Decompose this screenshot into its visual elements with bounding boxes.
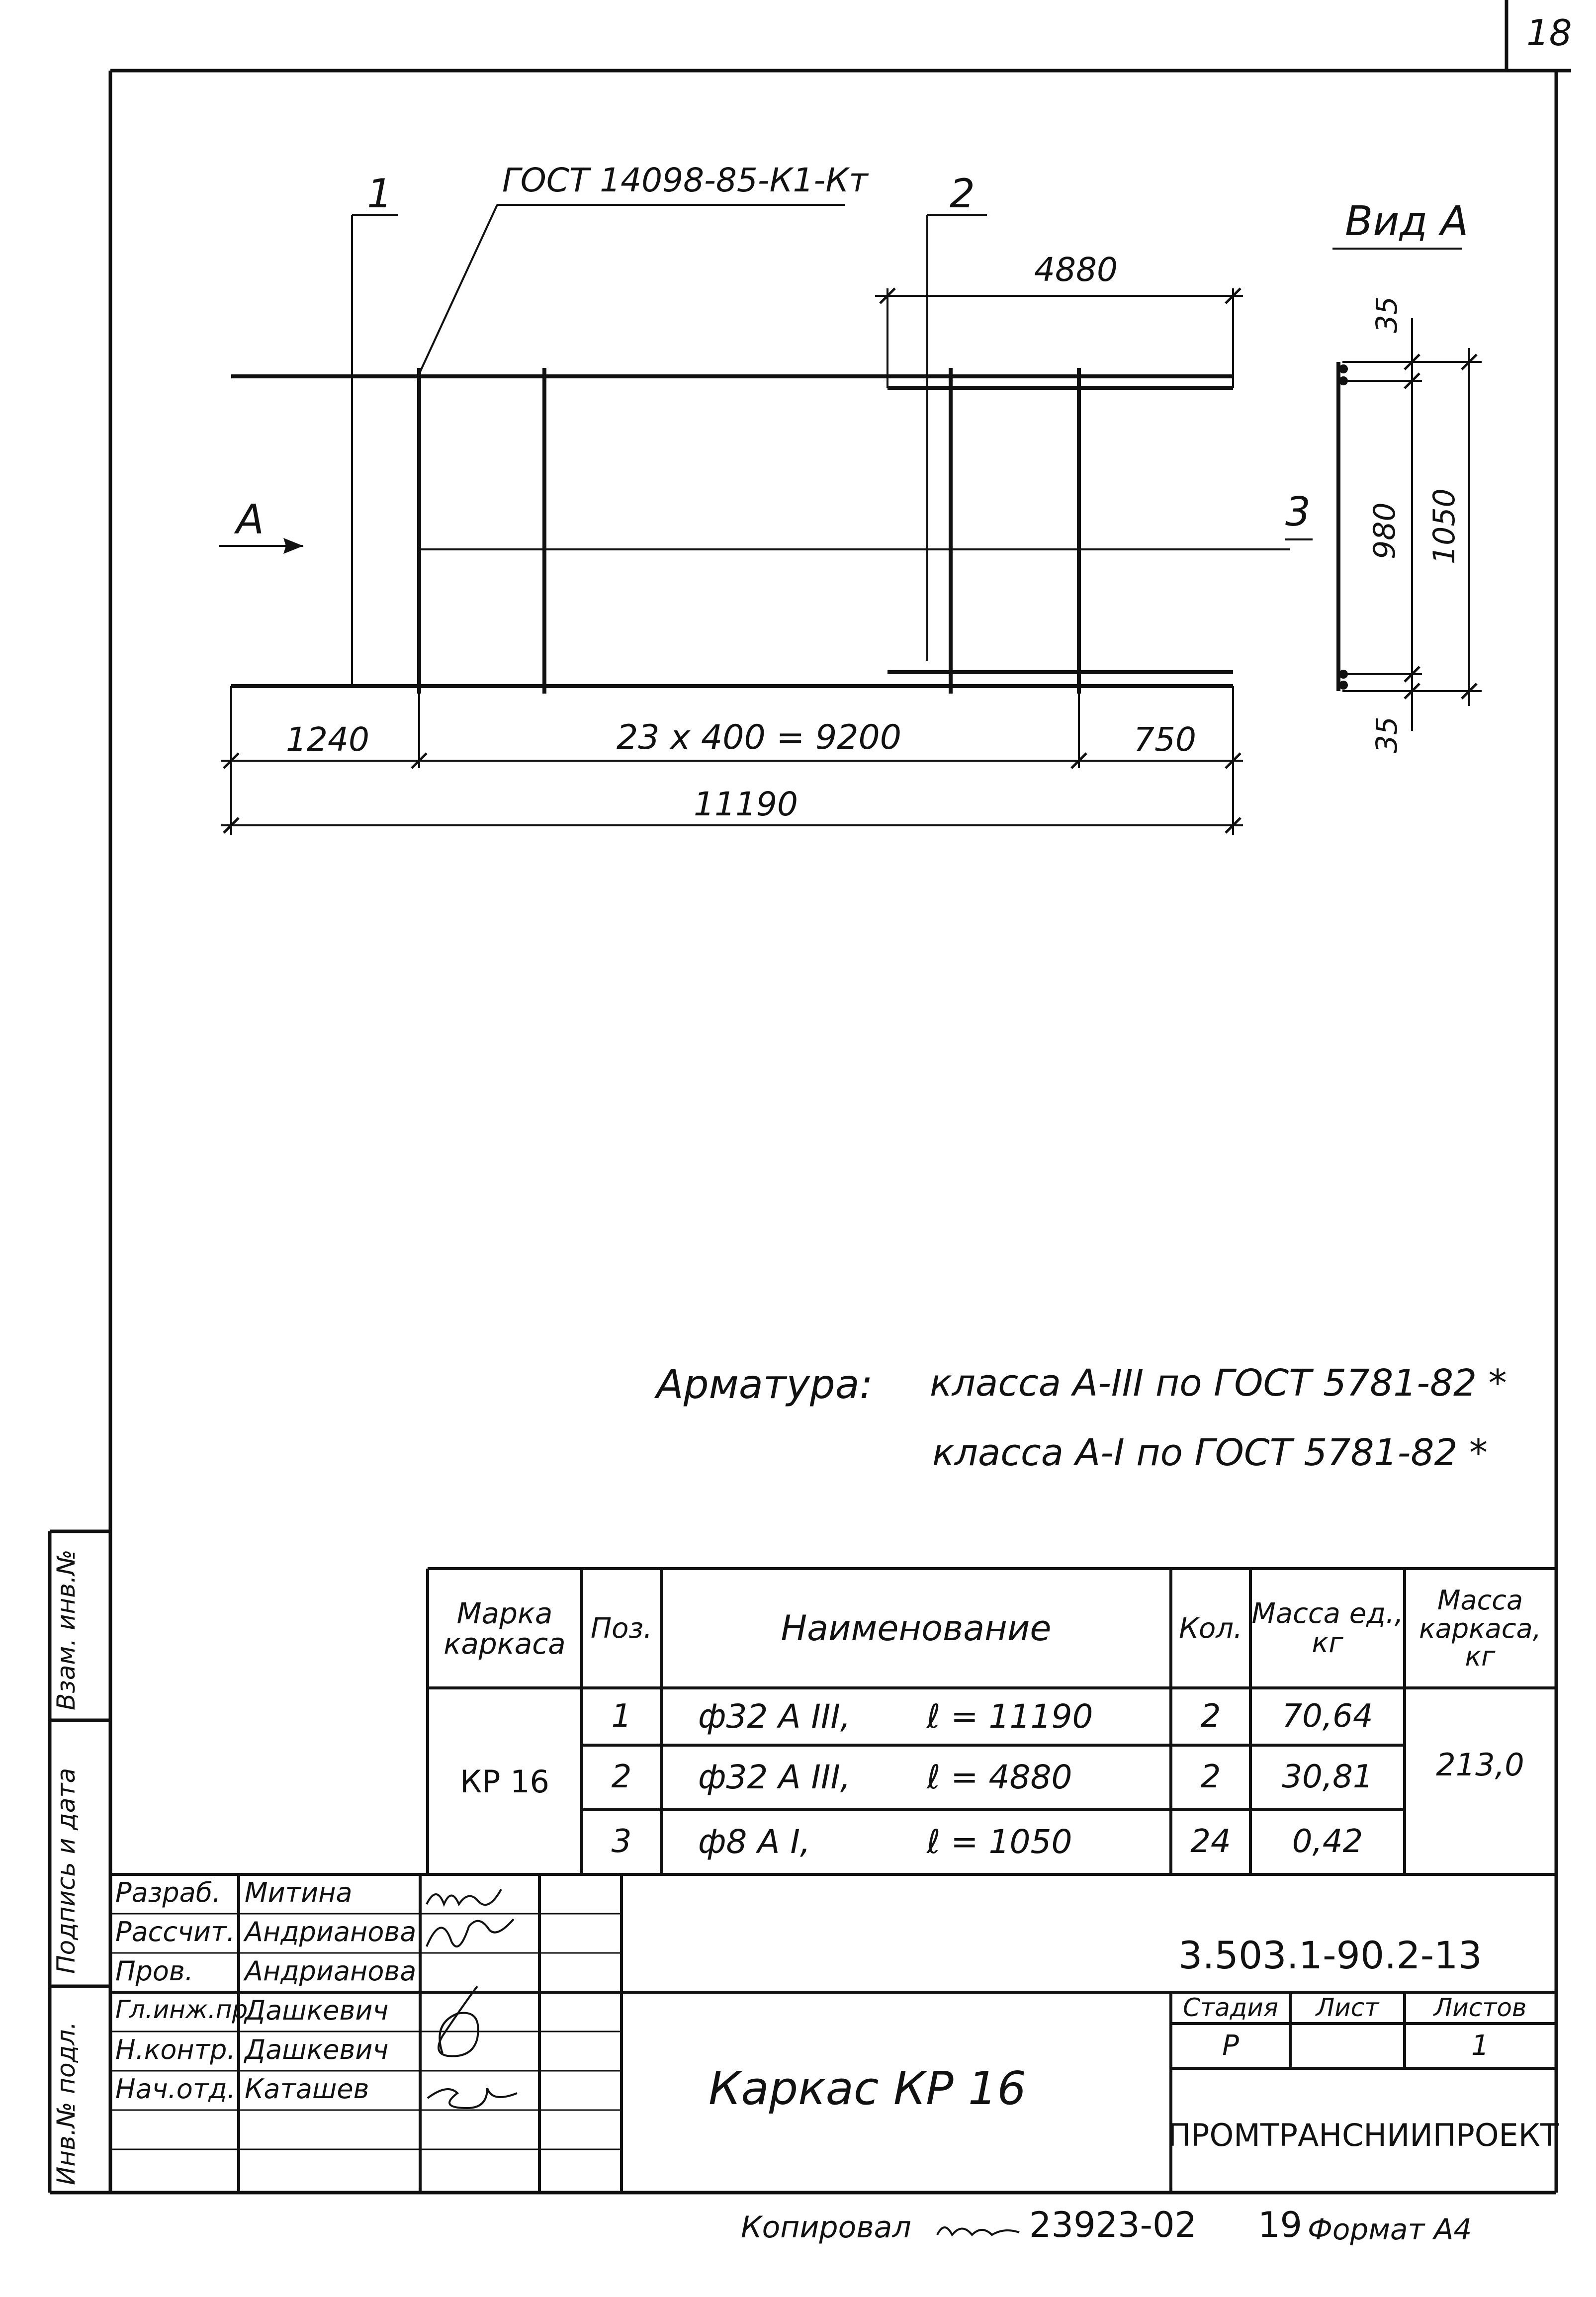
sheet-label: Лист — [1316, 1993, 1379, 2023]
cell-mark: КР 16 — [459, 1764, 549, 1800]
th-mass-unit: Масса ед., кг — [1251, 1597, 1404, 1659]
name-calculated: Андрианова — [245, 1916, 417, 1947]
view-arrow-label: А — [236, 496, 265, 543]
sheet-number: 18 — [1526, 12, 1572, 54]
row2-pos: 2 — [611, 1759, 632, 1796]
side-inv-replace: Взам. инв.№ — [52, 1549, 81, 1710]
pos-1-label: 1 — [367, 171, 392, 217]
dim-750: 750 — [1134, 720, 1196, 759]
row1-qty: 2 — [1200, 1697, 1221, 1735]
role-dept-head: Нач.отд. — [115, 2073, 236, 2105]
row3-mass: 0,42 — [1292, 1823, 1363, 1860]
row2-qty: 2 — [1200, 1759, 1221, 1796]
dim-1240: 1240 — [286, 720, 369, 759]
role-developer: Разраб. — [115, 1877, 221, 1908]
role-norm-control: Н.контр. — [115, 2034, 236, 2065]
row1-mass: 70,64 — [1282, 1697, 1373, 1735]
role-calculated: Рассчит. — [115, 1916, 235, 1947]
row1-length: ℓ = 11190 — [927, 1697, 1093, 1736]
sheets-label: Листов — [1433, 1993, 1527, 2023]
footer-format: Формат А4 — [1308, 2212, 1472, 2246]
name-norm-control: Дашкевич — [245, 2034, 389, 2065]
dim-spacing: 23 x 400 = 9200 — [617, 718, 902, 757]
row2-name: ф32 А III, — [698, 1758, 851, 1797]
name-chief-engineer: Дашкевич — [245, 1995, 389, 2026]
dim-35-top: 35 — [1370, 296, 1404, 333]
row1-name: ф32 А III, — [698, 1697, 851, 1736]
th-mass-total: Масса каркаса, кг — [1419, 1584, 1541, 1673]
name-developer: Митина — [245, 1877, 353, 1908]
notes-line-1: класса А-III по ГОСТ 5781-82 * — [930, 1362, 1507, 1405]
row2-length: ℓ = 4880 — [927, 1758, 1072, 1797]
row3-pos: 3 — [611, 1823, 632, 1860]
footer-order: 23923-02 — [1029, 2205, 1197, 2245]
footer-copied: Копировал — [741, 2210, 911, 2245]
view-a-title: Вид А — [1345, 198, 1469, 245]
pos-2-label: 2 — [950, 171, 975, 217]
dim-1050: 1050 — [1427, 488, 1462, 564]
document-code: 3.503.1-90.2-13 — [1178, 1933, 1482, 1977]
notes-line-2: класса А-I по ГОСТ 5781-82 * — [932, 1431, 1488, 1474]
dim-980: 980 — [1367, 502, 1402, 559]
role-chief-engineer: Гл.инж.пр — [115, 1995, 248, 2024]
dim-total: 11190 — [694, 785, 798, 823]
cell-mass-total: 213,0 — [1436, 1747, 1524, 1783]
weld-gost-label: ГОСТ 14098-85-К1-Кт — [502, 161, 868, 199]
row1-pos: 1 — [611, 1697, 632, 1735]
th-pos: Поз. — [591, 1612, 652, 1645]
row2-mass: 30,81 — [1282, 1759, 1373, 1796]
row3-qty: 24 — [1190, 1823, 1231, 1860]
name-dept-head: Каташев — [245, 2073, 369, 2105]
dim-35-bottom: 35 — [1370, 716, 1404, 753]
name-checked: Андрианова — [245, 1955, 417, 1987]
row3-length: ℓ = 1050 — [927, 1823, 1072, 1861]
notes-prefix: Арматура: — [656, 1361, 873, 1408]
pos-3-label: 3 — [1285, 489, 1311, 535]
role-checked: Пров. — [115, 1955, 193, 1987]
side-inv-orig: Инв.№ подл. — [52, 2021, 81, 2185]
drawing-title: Каркас КР 16 — [709, 2062, 1026, 2115]
sheets-value: 1 — [1471, 2029, 1489, 2062]
stage-value: Р — [1222, 2029, 1239, 2062]
th-qty: Кол. — [1179, 1612, 1242, 1645]
row3-name: ф8 А I, — [698, 1823, 810, 1861]
th-mark: Марка каркаса — [443, 1596, 566, 1661]
organization-name: ПРОМТРАНСНИИПРОЕКТ — [1167, 2117, 1559, 2154]
stage-label: Стадия — [1183, 1993, 1278, 2023]
th-name: Наименование — [781, 1608, 1052, 1649]
footer-num: 19 — [1258, 2205, 1303, 2245]
dim-4880: 4880 — [1034, 251, 1118, 289]
side-sign-date: Подпись и дата — [52, 1767, 81, 1974]
